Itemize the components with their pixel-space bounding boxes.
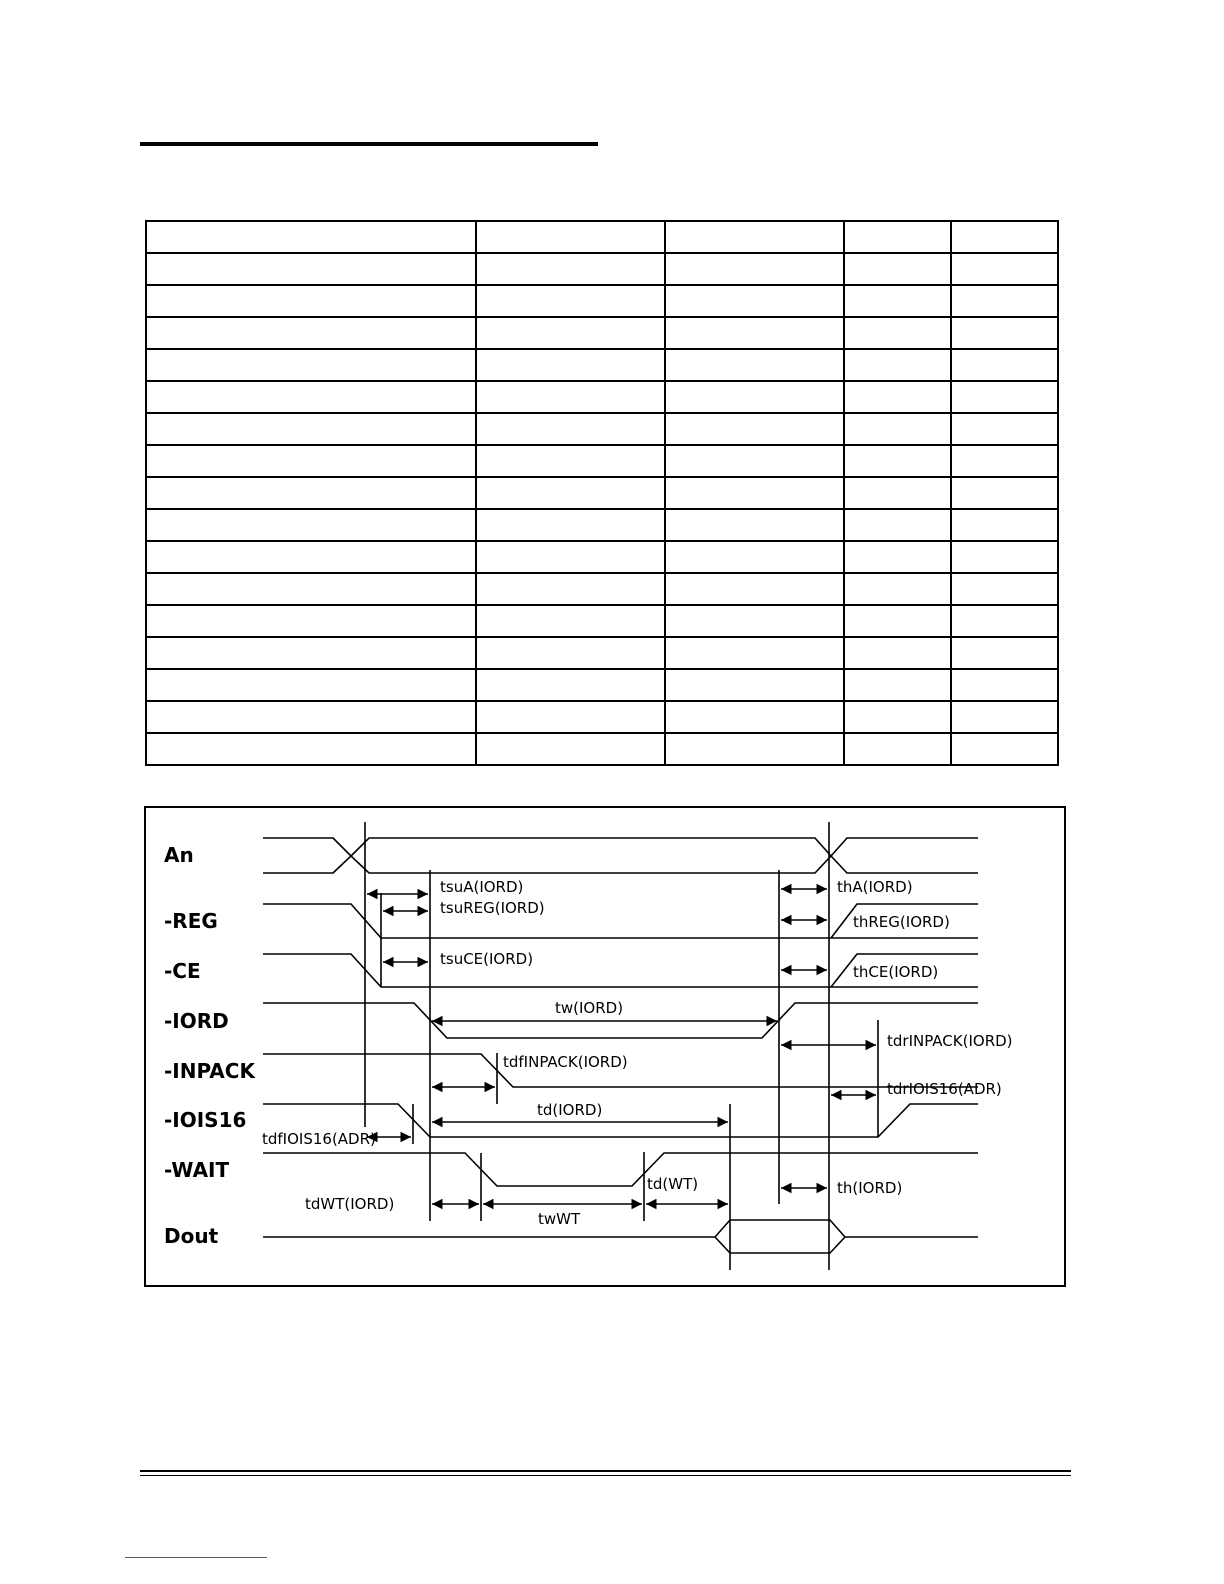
footer-rule [140,1470,1071,1472]
dout-waveform [263,1220,978,1253]
timing-label-tdfinpack: tdfINPACK(IORD) [503,1053,628,1071]
timing-label-tsua: tsuA(IORD) [440,878,524,896]
timing-label-tdfiois16: tdfIOIS16(ADR) [262,1130,376,1148]
signal-label-inpack: -INPACK [164,1059,255,1083]
signal-label-an: An [164,843,194,867]
timing-label-tw: tw(IORD) [555,999,624,1017]
signal-label-wait: -WAIT [164,1158,230,1182]
timing-label-tdrinpack: tdrINPACK(IORD) [887,1032,1013,1050]
timing-label-tsureg: tsuREG(IORD) [440,899,545,917]
signal-label-ce: -CE [164,959,201,983]
signal-label-iois16: -IOIS16 [164,1108,247,1132]
timing-label-th: th(IORD) [837,1179,903,1197]
signal-label-dout: Dout [164,1224,219,1248]
timing-label-tdriois16: tdrIOIS16(ADR) [887,1080,1002,1098]
timing-label-tsuce: tsuCE(IORD) [440,950,534,968]
signal-label-iord: -IORD [164,1009,229,1033]
timing-arrows [367,889,876,1204]
timing-label-thce: thCE(IORD) [853,963,939,981]
timing-label-twwt: twWT [538,1210,581,1228]
signal-label-reg: -REG [164,909,218,933]
an-waveform [263,838,978,873]
footer-link-underline [125,1557,267,1558]
timing-label-tha: thA(IORD) [837,878,913,896]
footer-rule-thin [140,1475,1071,1476]
timing-label-tdwt2: td(WT) [647,1175,699,1193]
timing-label-tdwt: tdWT(IORD) [305,1195,395,1213]
timing-label-threg: thREG(IORD) [853,913,950,931]
timing-label-td: td(IORD) [537,1101,603,1119]
